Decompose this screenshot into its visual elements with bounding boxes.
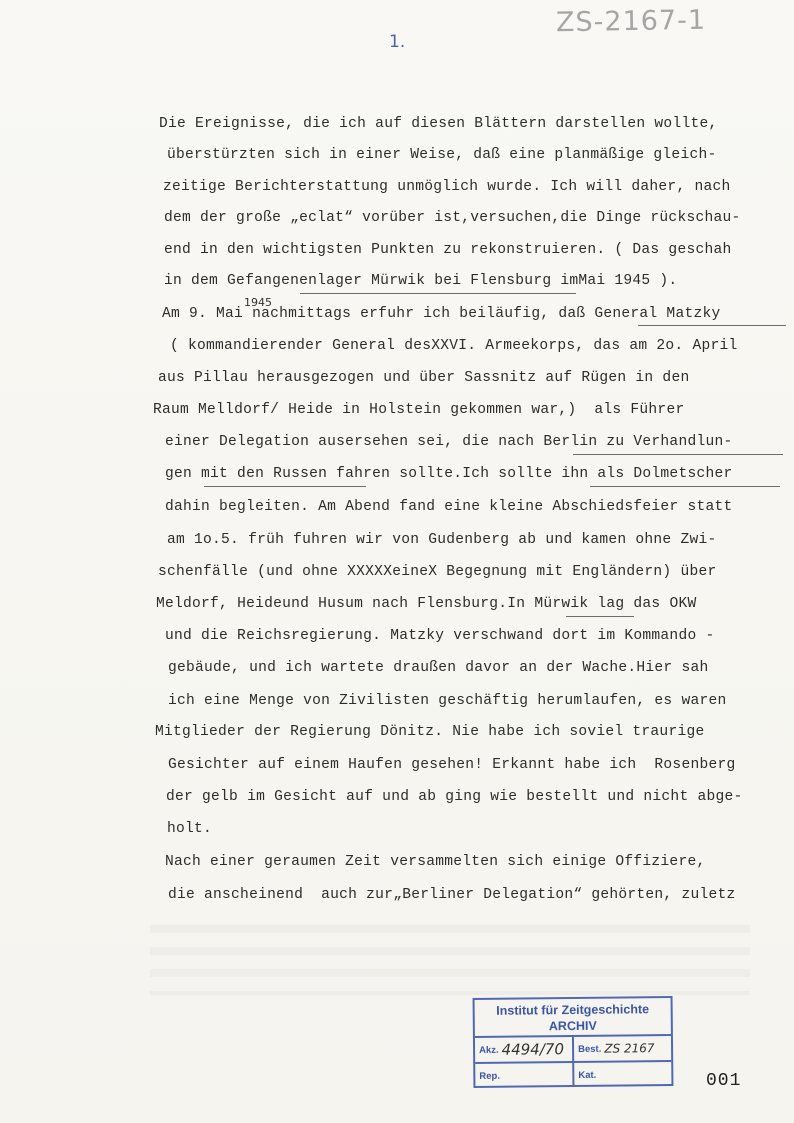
text-line: die anscheinend auch zur„Berliner Delegation“ gehörten, zuletz <box>168 887 736 903</box>
text-line: aus Pillau herausgezogen und über Sassnitz auf Rügen in den <box>158 370 690 386</box>
text-line: ich eine Menge von Zivilisten geschäftig herumlaufen, es waren <box>168 693 727 709</box>
text-line: Mitglieder der Regierung Dönitz. Nie habe ich soviel traurige <box>155 724 705 740</box>
stamp-best-cell <box>572 1036 671 1061</box>
text-line: schenfälle (und ohne XXXXXeineX Begegnung mit Engländern) über <box>158 564 717 580</box>
pencil-underline <box>638 324 786 326</box>
text-line: Die Ereignisse, die ich auf diesen Blättern darstellen wollte, <box>159 116 718 132</box>
text-line: einer Delegation ausersehen sei, die nach Berlin zu Verhandlun- <box>165 434 733 450</box>
text-line: Nach einer geraumen Zeit versammelten sich einige Offiziere, <box>165 854 706 870</box>
handwritten-year-note: 1945 <box>244 296 272 309</box>
stamp-akz-value: 4494/70 <box>501 1040 565 1059</box>
pencil-underline <box>204 485 366 487</box>
archive-code-handwritten: ZS-2167-1 <box>555 4 707 39</box>
text-line: Am 9. Mai nachmittags erfuhr ich beiläufig, daß General Matzky <box>162 306 721 322</box>
text-line: am 1o.5. früh fuhren wir von Gudenberg ab und kamen ohne Zwi- <box>167 532 717 548</box>
text-line: ( kommandierender General desXXVI. Armeekorps, das am 2o. April <box>170 338 738 354</box>
stamp-best-value: ZS 2167 <box>604 1041 655 1056</box>
archive-stamp <box>473 996 674 1088</box>
text-line: in dem Gefangenenlager Mürwik bei Flensburg imMai 1945 ). <box>164 273 678 289</box>
stamp-row <box>475 1062 671 1088</box>
stamp-archive-label: ARCHIV <box>548 1018 597 1034</box>
text-line: end in den wichtigsten Punkten zu rekonstruieren. ( Das geschah <box>164 242 732 258</box>
page-number: 1. <box>389 32 406 52</box>
pencil-underline <box>590 485 780 487</box>
stamp-kat-cell <box>572 1062 671 1087</box>
text-line: holt. <box>167 821 213 837</box>
stamp-akz-cell <box>475 1037 572 1062</box>
stamp-akz-label: Akz. <box>479 1044 499 1056</box>
text-line: überstürzten sich in einer Weise, daß eine planmäßige gleich- <box>167 147 717 163</box>
text-line: und die Reichsregierung. Matzky verschwand dort im Kommando - <box>165 628 715 644</box>
text-line: gebäude, und ich wartete draußen davor an der Wache.Hier sah <box>168 660 709 676</box>
text-line: dem der große „eclat“ vorüber ist,versuchen,die Dinge rückschau- <box>164 210 741 226</box>
stamp-row <box>475 1036 671 1064</box>
text-line: dahin begleiten. Am Abend fand eine kleine Abschiedsfeier statt <box>165 499 733 515</box>
text-line: Meldorf, Heideund Husum nach Flensburg.In Mürwik lag das OKW <box>156 596 697 612</box>
stamp-rep-label: Rep. <box>479 1070 501 1082</box>
sheet-number: 001 <box>706 1071 742 1091</box>
stamp-rep-cell <box>475 1063 572 1088</box>
text-line: gen mit den Russen fahren sollte.Ich sollte ihn als Dolmetscher <box>165 466 733 482</box>
text-line: Gesichter auf einem Haufen gesehen! Erkannt habe ich Rosenberg <box>168 757 736 773</box>
stamp-kat-label: Kat. <box>578 1069 597 1081</box>
stamp-header <box>475 998 671 1038</box>
text-line: der gelb im Gesicht auf und ab ging wie bestellt und nicht abge- <box>166 789 743 805</box>
stamp-best-label: Best. <box>578 1043 602 1055</box>
text-line: Raum Melldorf/ Heide in Holstein gekommen war,) als Führer <box>153 402 685 418</box>
text-line: zeitige Berichterstattung unmöglich wurde. Ich will daher, nach <box>163 179 731 195</box>
pencil-underline <box>300 292 576 294</box>
pencil-underline <box>573 453 783 455</box>
stamp-institution: Institut für Zeitgeschichte <box>496 1002 650 1018</box>
pencil-underline <box>566 615 634 617</box>
